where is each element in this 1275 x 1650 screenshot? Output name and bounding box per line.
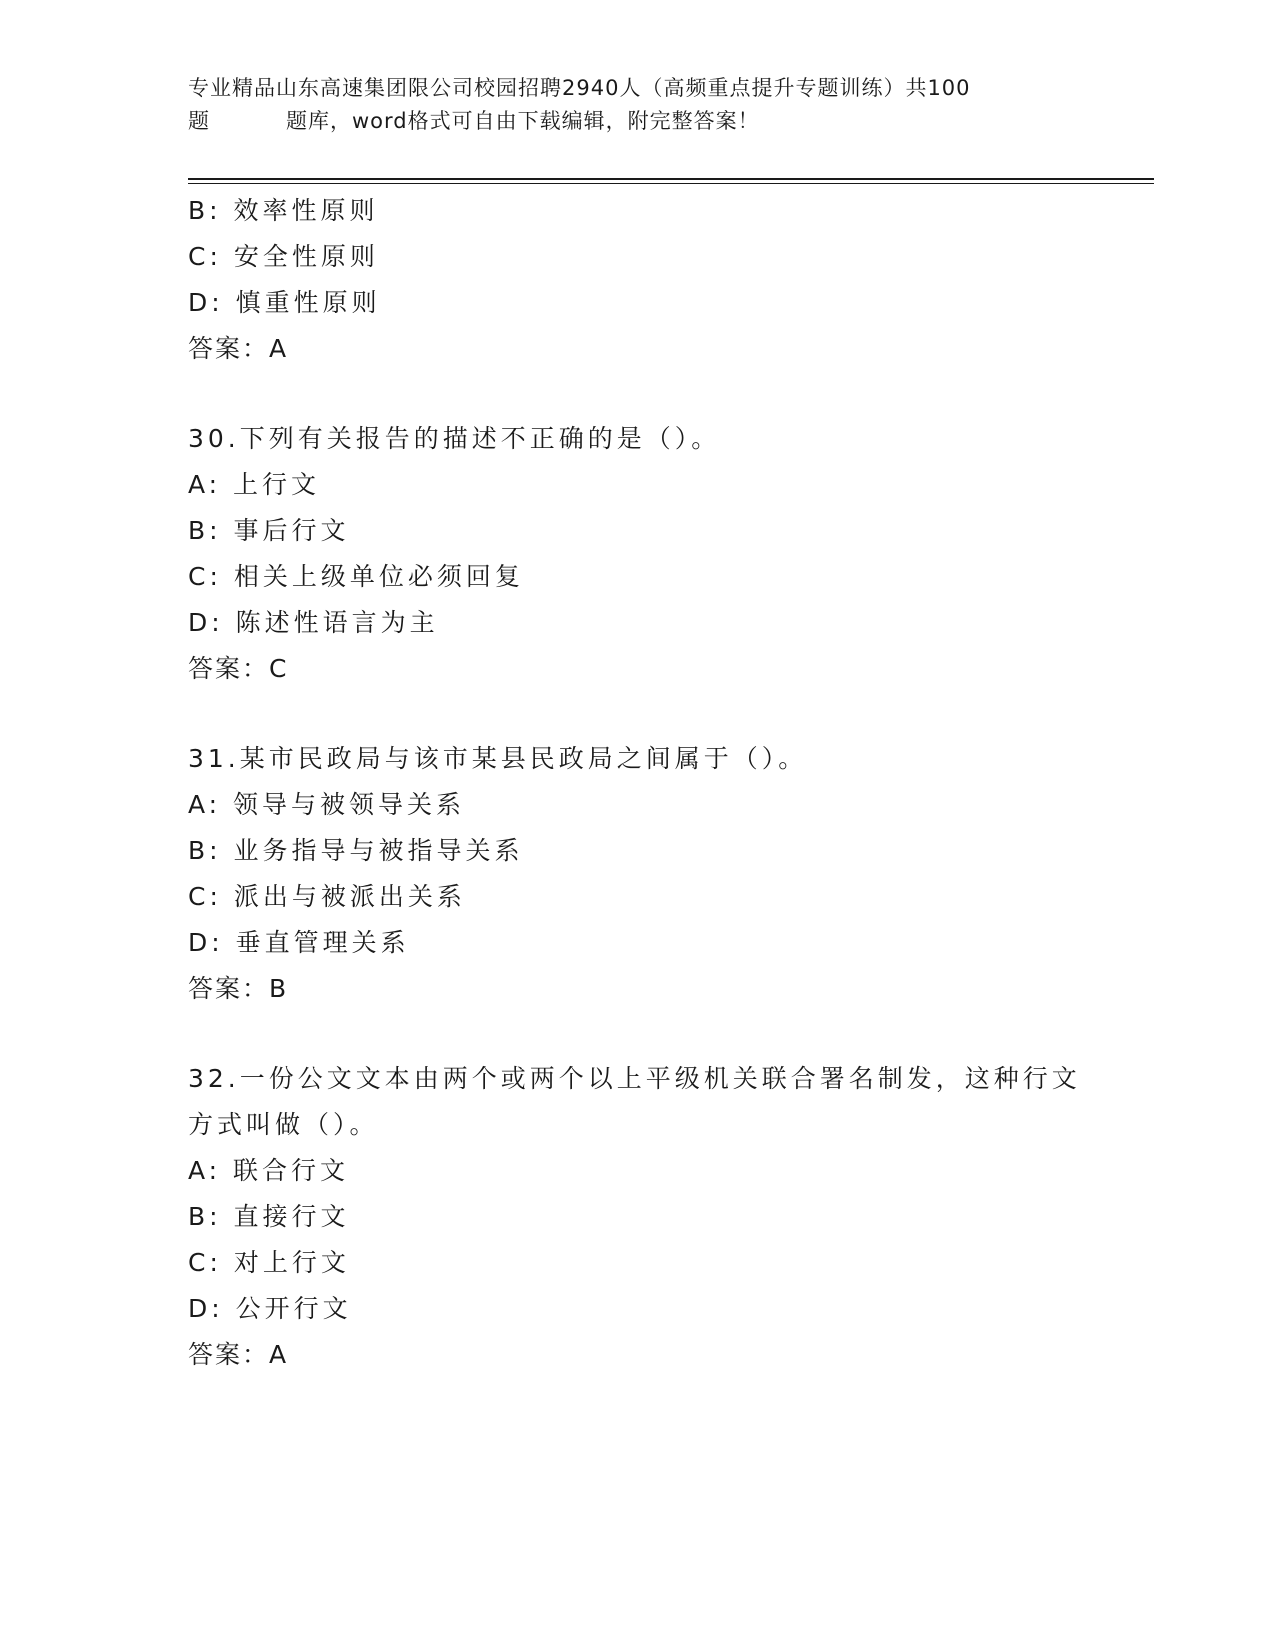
option-c: C: 对上行文 [188, 1248, 350, 1277]
header-rule-thin [188, 183, 1154, 184]
option-d: D: 垂直管理关系 [188, 928, 410, 957]
answer: 答案：C [188, 654, 289, 683]
question-stem-line-2: 方式叫做（）。 [188, 1110, 379, 1139]
option-b: B: 直接行文 [188, 1202, 350, 1231]
option-c: C: 相关上级单位必须回复 [188, 562, 524, 591]
prev-question-block [188, 188, 1108, 372]
header-line-2-a: 题 [188, 109, 210, 133]
header-rule-thick [188, 178, 1154, 180]
question-32 [188, 1056, 1108, 1378]
option-b: B: 业务指导与被指导关系 [188, 836, 524, 865]
option-a: A: 领导与被领导关系 [188, 790, 466, 819]
option-c: C: 安全性原则 [188, 242, 379, 271]
page-header [188, 72, 1088, 138]
question-stem-line-1: 32.一份公文文本由两个或两个以上平级机关联合署名制发，这种行文 [188, 1064, 1081, 1093]
answer: 答案：A [188, 334, 289, 363]
option-d: D: 陈述性语言为主 [188, 608, 439, 637]
option-a: A: 上行文 [188, 470, 321, 499]
option-c: C: 派出与被派出关系 [188, 882, 466, 911]
option-b: B: 事后行文 [188, 516, 350, 545]
question-stem: 30.下列有关报告的描述不正确的是（）。 [188, 424, 721, 453]
question-content [188, 188, 1108, 1378]
header-line-2-b: 题库，word格式可自由下载编辑，附完整答案！ [286, 109, 760, 133]
option-d: D: 公开行文 [188, 1294, 352, 1323]
option-b: B: 效率性原则 [188, 196, 379, 225]
header-line-1: 专业精品山东高速集团限公司校园招聘2940人（高频重点提升专题训练）共100 [188, 76, 971, 100]
option-d: D: 慎重性原则 [188, 288, 381, 317]
answer: 答案：B [188, 974, 289, 1003]
option-a: A: 联合行文 [188, 1156, 350, 1185]
header-line-2 [188, 105, 1088, 138]
answer: 答案：A [188, 1340, 289, 1369]
question-31 [188, 736, 1108, 1012]
question-30 [188, 416, 1108, 692]
question-stem: 31.某市民政局与该市某县民政局之间属于（）。 [188, 744, 808, 773]
